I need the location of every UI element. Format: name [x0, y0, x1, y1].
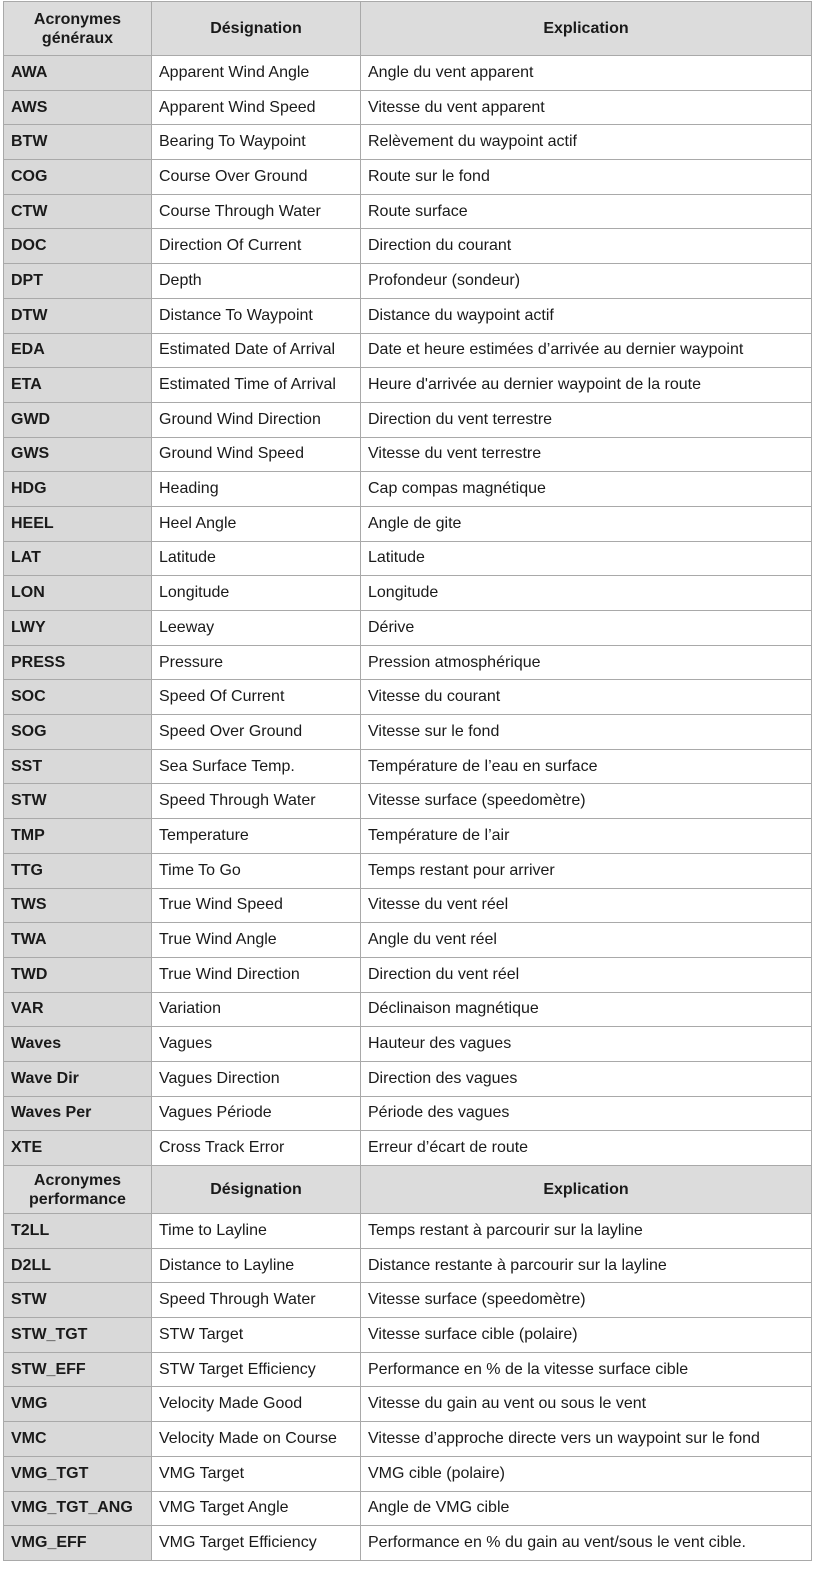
acronym-cell: VMG [4, 1387, 152, 1422]
table-row [4, 749, 812, 784]
acronym-cell: DOC [4, 229, 152, 264]
designation-cell: Longitude [152, 576, 361, 611]
explanation-cell: Route sur le fond [361, 160, 812, 195]
explanation-cell: Hauteur des vagues [361, 1027, 812, 1062]
designation-cell: Estimated Time of Arrival [152, 368, 361, 403]
table-row [4, 472, 812, 507]
table-row [4, 402, 812, 437]
acronym-cell: TWA [4, 923, 152, 958]
table-row [4, 1456, 812, 1491]
designation-cell: Cross Track Error [152, 1131, 361, 1166]
acronym-cell: ETA [4, 368, 152, 403]
explanation-cell: Vitesse du gain au vent ou sous le vent [361, 1387, 812, 1422]
acronym-cell: Wave Dir [4, 1061, 152, 1096]
table-row [4, 90, 812, 125]
table-row [4, 888, 812, 923]
acronym-cell: DPT [4, 264, 152, 299]
acronym-cell: VMC [4, 1422, 152, 1457]
explanation-cell: Vitesse d’approche directe vers un waypoint sur le fond [361, 1422, 812, 1457]
explanation-cell: Vitesse surface (speedomètre) [361, 784, 812, 819]
table-row [4, 680, 812, 715]
table-row [4, 298, 812, 333]
designation-cell: Pressure [152, 645, 361, 680]
table-row [4, 992, 812, 1027]
acronym-cell: STW_TGT [4, 1318, 152, 1353]
acronym-cell: DTW [4, 298, 152, 333]
designation-cell: Distance To Waypoint [152, 298, 361, 333]
table-row [4, 923, 812, 958]
acronym-cell: HDG [4, 472, 152, 507]
acronym-cell: TMP [4, 819, 152, 854]
acronym-cell: GWS [4, 437, 152, 472]
acronym-cell: STW_EFF [4, 1352, 152, 1387]
acronym-cell: VMG_TGT [4, 1456, 152, 1491]
designation-cell: Estimated Date of Arrival [152, 333, 361, 368]
explanation-cell: Vitesse surface cible (polaire) [361, 1318, 812, 1353]
table-row [4, 194, 812, 229]
explanation-cell: Direction du vent réel [361, 957, 812, 992]
designation-cell: Bearing To Waypoint [152, 125, 361, 160]
table-row [4, 853, 812, 888]
table-row [4, 1422, 812, 1457]
table-row [4, 1248, 812, 1283]
explanation-cell: Direction du vent terrestre [361, 402, 812, 437]
designation-cell: Ground Wind Speed [152, 437, 361, 472]
designation-cell: STW Target Efficiency [152, 1352, 361, 1387]
designation-cell: STW Target [152, 1318, 361, 1353]
table-row [4, 611, 812, 646]
designation-cell: Apparent Wind Speed [152, 90, 361, 125]
acronyms-sheet [3, 1, 811, 1561]
explanation-cell: Vitesse du courant [361, 680, 812, 715]
table-row [4, 229, 812, 264]
table-row [4, 1526, 812, 1561]
table-row [4, 1491, 812, 1526]
table-row [4, 160, 812, 195]
designation-cell: Speed Of Current [152, 680, 361, 715]
designation-cell: True Wind Speed [152, 888, 361, 923]
explanation-cell: Temps restant à parcourir sur la layline [361, 1214, 812, 1249]
designation-cell: Vagues Période [152, 1096, 361, 1131]
designation-cell: Leeway [152, 611, 361, 646]
explanation-cell: Distance du waypoint actif [361, 298, 812, 333]
designation-cell: Heel Angle [152, 506, 361, 541]
table-row [4, 1096, 812, 1131]
acronym-cell: CTW [4, 194, 152, 229]
designation-cell: Speed Through Water [152, 1283, 361, 1318]
table-row [4, 1283, 812, 1318]
designation-cell: Latitude [152, 541, 361, 576]
explanation-cell: Période des vagues [361, 1096, 812, 1131]
acronym-cell: LAT [4, 541, 152, 576]
explanation-cell: Température de l’air [361, 819, 812, 854]
designation-cell: Time To Go [152, 853, 361, 888]
explanation-cell: Angle du vent réel [361, 923, 812, 958]
table-row [4, 645, 812, 680]
designation-cell: Heading [152, 472, 361, 507]
acronym-cell: AWA [4, 56, 152, 91]
acronym-cell: T2LL [4, 1214, 152, 1249]
designation-cell: VMG Target Angle [152, 1491, 361, 1526]
acronym-cell: VMG_TGT_ANG [4, 1491, 152, 1526]
designation-cell: Ground Wind Direction [152, 402, 361, 437]
explanation-cell: Cap compas magnétique [361, 472, 812, 507]
acronym-cell: VAR [4, 992, 152, 1027]
acronym-cell: SOC [4, 680, 152, 715]
explanation-cell: Direction du courant [361, 229, 812, 264]
explanation-cell: Direction des vagues [361, 1061, 812, 1096]
acronym-cell: VMG_EFF [4, 1526, 152, 1561]
designation-cell: Apparent Wind Angle [152, 56, 361, 91]
header-acronym-performance: Acronymes performance [4, 1166, 152, 1214]
explanation-cell: Performance en % du gain au vent/sous le vent cible. [361, 1526, 812, 1561]
explanation-cell: Erreur d’écart de route [361, 1131, 812, 1166]
acronym-cell: AWS [4, 90, 152, 125]
explanation-cell: Heure d'arrivée au dernier waypoint de la route [361, 368, 812, 403]
table-row [4, 506, 812, 541]
table-row [4, 784, 812, 819]
designation-cell: Vagues Direction [152, 1061, 361, 1096]
explanation-cell: Déclinaison magnétique [361, 992, 812, 1027]
explanation-cell: VMG cible (polaire) [361, 1456, 812, 1491]
table-row [4, 541, 812, 576]
acronym-cell: Waves [4, 1027, 152, 1062]
designation-cell: Sea Surface Temp. [152, 749, 361, 784]
acronym-cell: TTG [4, 853, 152, 888]
explanation-cell: Vitesse du vent apparent [361, 90, 812, 125]
explanation-cell: Route surface [361, 194, 812, 229]
table-row [4, 715, 812, 750]
designation-cell: Distance to Layline [152, 1248, 361, 1283]
designation-cell: Time to Layline [152, 1214, 361, 1249]
designation-cell: Velocity Made on Course [152, 1422, 361, 1457]
table-row [4, 1027, 812, 1062]
performance-acronyms-body [4, 1214, 812, 1561]
header-row-performance [4, 1166, 812, 1214]
general-acronyms-body [4, 56, 812, 1166]
acronym-cell: D2LL [4, 1248, 152, 1283]
table-row [4, 333, 812, 368]
header-designation: Désignation [152, 1166, 361, 1214]
acronym-cell: SST [4, 749, 152, 784]
acronym-cell: PRESS [4, 645, 152, 680]
acronym-cell: HEEL [4, 506, 152, 541]
acronym-cell: STW [4, 784, 152, 819]
acronym-cell: EDA [4, 333, 152, 368]
table-row [4, 1214, 812, 1249]
acronym-cell: TWS [4, 888, 152, 923]
explanation-cell: Temps restant pour arriver [361, 853, 812, 888]
designation-cell: Course Through Water [152, 194, 361, 229]
explanation-cell: Dérive [361, 611, 812, 646]
acronym-cell: LWY [4, 611, 152, 646]
header-explanation: Explication [361, 2, 812, 56]
explanation-cell: Performance en % de la vitesse surface cible [361, 1352, 812, 1387]
explanation-cell: Latitude [361, 541, 812, 576]
header-explanation: Explication [361, 1166, 812, 1214]
table-row [4, 1318, 812, 1353]
explanation-cell: Angle de gite [361, 506, 812, 541]
table-row [4, 819, 812, 854]
acronym-cell: BTW [4, 125, 152, 160]
designation-cell: VMG Target Efficiency [152, 1526, 361, 1561]
table-row [4, 576, 812, 611]
explanation-cell: Pression atmosphérique [361, 645, 812, 680]
explanation-cell: Vitesse sur le fond [361, 715, 812, 750]
table-row [4, 1131, 812, 1166]
acronym-cell: TWD [4, 957, 152, 992]
designation-cell: Course Over Ground [152, 160, 361, 195]
acronyms-table [3, 1, 812, 1561]
table-row [4, 1387, 812, 1422]
designation-cell: Temperature [152, 819, 361, 854]
table-row [4, 125, 812, 160]
explanation-cell: Vitesse du vent terrestre [361, 437, 812, 472]
header-acronym-general: Acronymes généraux [4, 2, 152, 56]
table-row [4, 1061, 812, 1096]
explanation-cell: Vitesse du vent réel [361, 888, 812, 923]
designation-cell: Velocity Made Good [152, 1387, 361, 1422]
explanation-cell: Distance restante à parcourir sur la layline [361, 1248, 812, 1283]
table-row [4, 56, 812, 91]
table-row [4, 437, 812, 472]
table-row [4, 264, 812, 299]
acronym-cell: LON [4, 576, 152, 611]
designation-cell: VMG Target [152, 1456, 361, 1491]
explanation-cell: Température de l’eau en surface [361, 749, 812, 784]
designation-cell: True Wind Angle [152, 923, 361, 958]
header-row-general [4, 2, 812, 56]
acronym-cell: GWD [4, 402, 152, 437]
acronym-cell: XTE [4, 1131, 152, 1166]
designation-cell: Variation [152, 992, 361, 1027]
explanation-cell: Profondeur (sondeur) [361, 264, 812, 299]
designation-cell: Vagues [152, 1027, 361, 1062]
explanation-cell: Angle de VMG cible [361, 1491, 812, 1526]
acronym-cell: STW [4, 1283, 152, 1318]
header-designation: Désignation [152, 2, 361, 56]
performance-section-header [4, 1166, 812, 1214]
table-row [4, 368, 812, 403]
explanation-cell: Relèvement du waypoint actif [361, 125, 812, 160]
designation-cell: Depth [152, 264, 361, 299]
explanation-cell: Longitude [361, 576, 812, 611]
explanation-cell: Vitesse surface (speedomètre) [361, 1283, 812, 1318]
designation-cell: Speed Through Water [152, 784, 361, 819]
explanation-cell: Angle du vent apparent [361, 56, 812, 91]
table-row [4, 957, 812, 992]
acronym-cell: Waves Per [4, 1096, 152, 1131]
explanation-cell: Date et heure estimées d’arrivée au dernier waypoint [361, 333, 812, 368]
designation-cell: Speed Over Ground [152, 715, 361, 750]
acronym-cell: SOG [4, 715, 152, 750]
acronym-cell: COG [4, 160, 152, 195]
designation-cell: Direction Of Current [152, 229, 361, 264]
designation-cell: True Wind Direction [152, 957, 361, 992]
table-row [4, 1352, 812, 1387]
